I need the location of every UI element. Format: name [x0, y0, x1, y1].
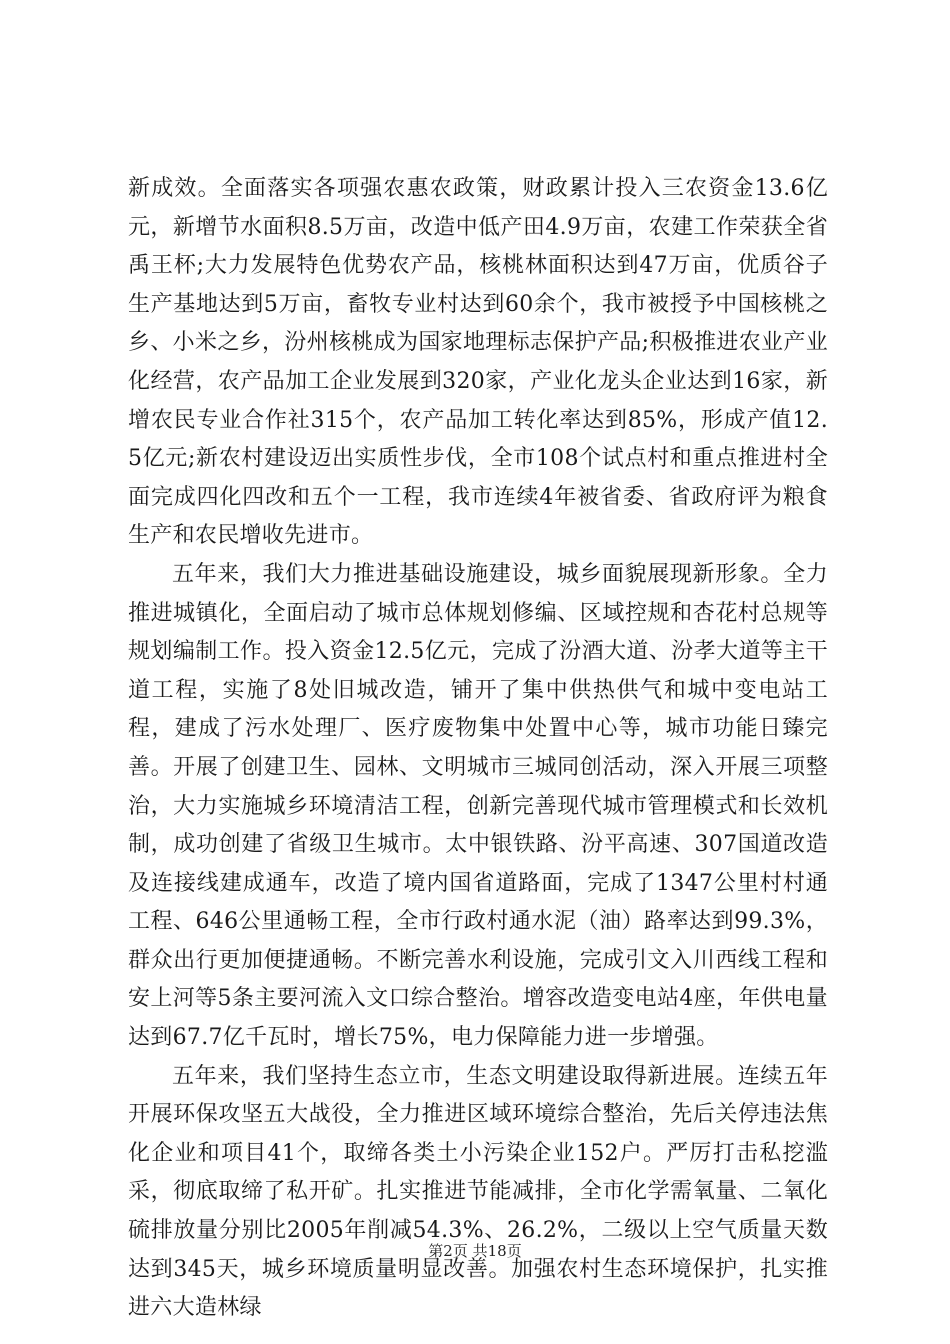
- paragraph-1: 新成效。全面落实各项强农惠农政策，财政累计投入三农资金13.6亿元，新增节水面积8.5万亩，改造中低产田4.9万亩，农建工作荣获全省禹王杯;大力发展特色优势农产品，核桃林面积达到47万亩，优质谷子生产基地达到5万亩，畜牧专业村达到60余个，我市被授予中国核桃之乡、小米之乡，汾州核桃成为国家地理标志保护产品;积极推进农业产业化经营，农产品加工企业发展到320家，产业化龙头企业达到16家，新增农民专业合作社315个，农产品加工转化率达到85%，形成产值12.5亿元;新农村建设迈出实质性步伐，全市108个试点村和重点推进村全面完成四化四改和五个一工程，我市连续4年被省委、省政府评为粮食生产和农民增收先进市。: [128, 176, 828, 549]
- paragraph-3: 五年来，我们坚持生态立市，生态文明建设取得新进展。连续五年开展环保攻坚五大战役，全力推进区域环境综合整治，先后关停违法焦化企业和项目41个，取缔各类土小污染企业152户。严厉打击私挖滥采，彻底取缔了私开矿。扎实推进节能减排，全市化学需氧量、二氧化硫排放量分别比2005年削减54.3%、26.2%，二级以上空气质量天数达到345天，城乡环境质量明显改善。加强农村生态环境保护，扎实推进六大造林绿: [128, 1063, 828, 1321]
- paragraph-2: 五年来，我们大力推进基础设施建设，城乡面貌展现新形象。全力推进城镇化，全面启动了城市总体规划修编、区域控规和杏花村总规等规划编制工作。投入资金12.5亿元，完成了汾酒大道、汾孝大道等主干道工程，实施了8处旧城改造，铺开了集中供热供气和城中变电站工程，建成了污水处理厂、医疗废物集中处置中心等，城市功能日臻完善。开展了创建卫生、园林、文明城市三城同创活动，深入开展三项整治，大力实施城乡环境清洁工程，创新完善现代城市管理模式和长效机制，成功创建了省级卫生城市。太中银铁路、汾平高速、307国道改造及连接线建成通车，改造了境内国省道路面，完成了1347公里村村通工程、646公里通畅工程，全市行政村通水泥（油）路率达到99.3%，群众出行更加便捷通畅。不断完善水利设施，完成引文入川西线工程和安上河等5条主要河流入文口综合整治。增容改造变电站4座，年供电量达到67.7亿千瓦时，增长75%，电力保障能力进一步增强。: [128, 561, 828, 1051]
- page-number-footer: 第2页 共18页: [428, 1242, 522, 1260]
- document-body: [128, 170, 828, 1328]
